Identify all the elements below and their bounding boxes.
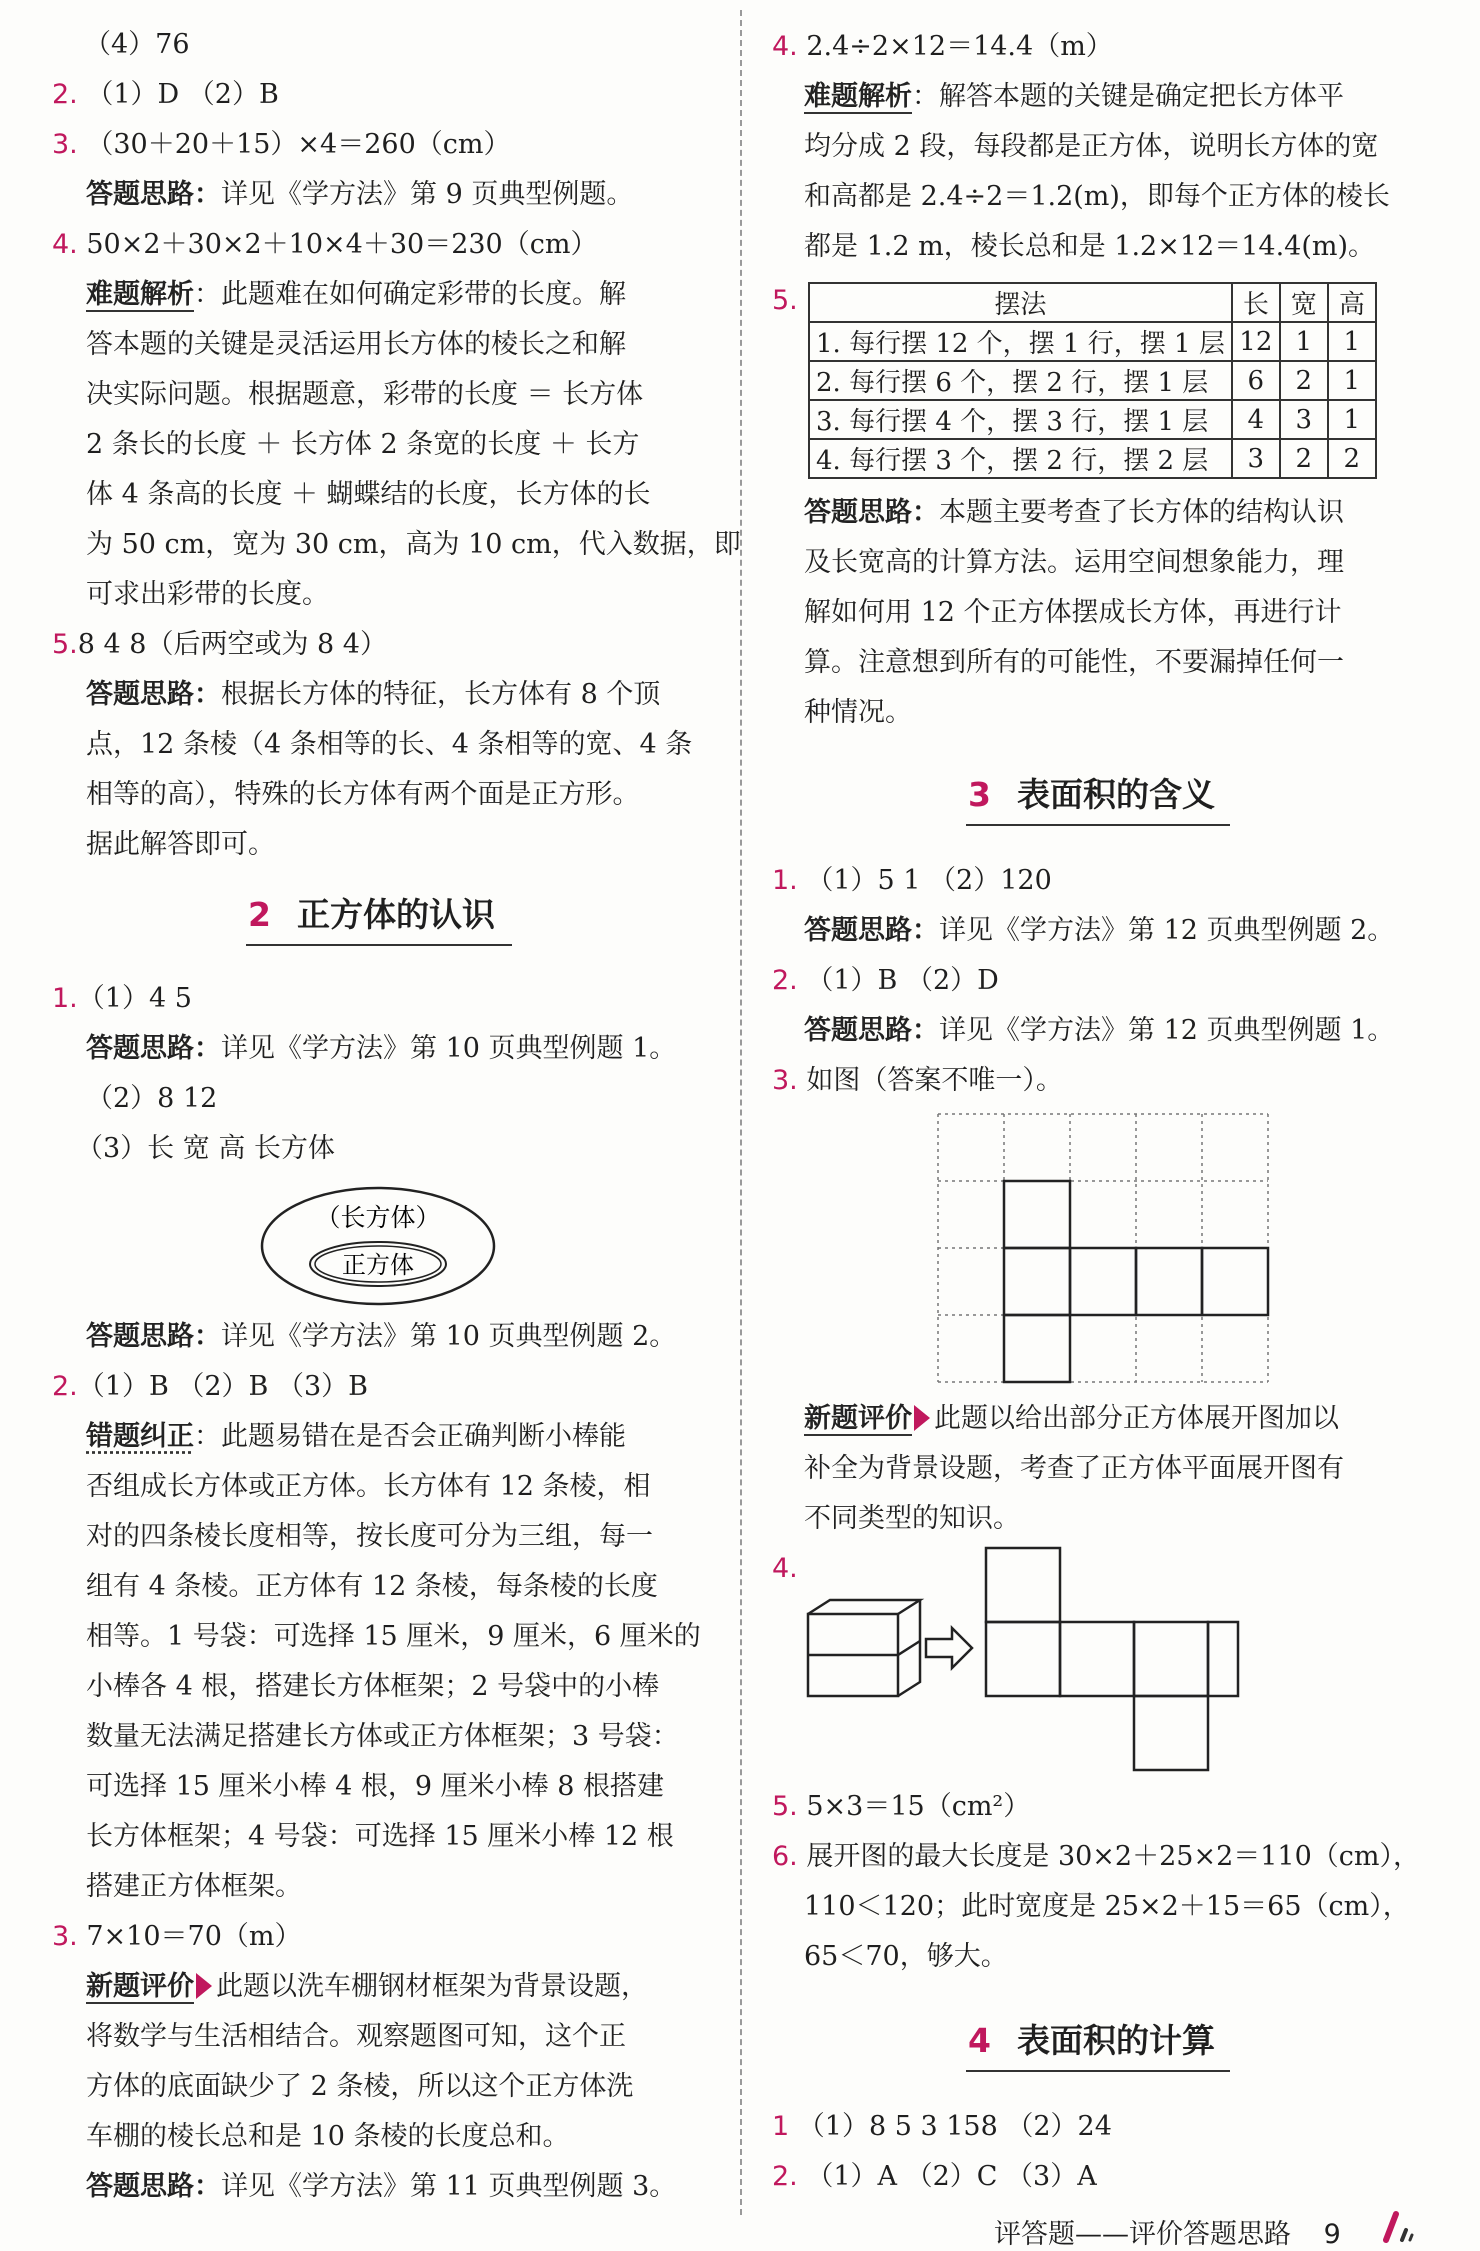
analysis-line: 均分成 2 段，每段都是正方体，说明长方体的宽 — [804, 131, 1379, 162]
answer: （1）4 5 — [77, 983, 192, 1014]
question-number: 3. — [772, 1065, 798, 1096]
evaluation-line: 补全为背景设题，考查了正方体平面展开图有 — [804, 1453, 1344, 1484]
thinking-tag: 答题思路： — [86, 2171, 221, 2202]
question-number: 3. — [52, 129, 78, 160]
table-cell: 2 — [1328, 439, 1376, 478]
thinking-line — [86, 1024, 676, 1074]
table-cell: 12 — [1232, 322, 1280, 361]
section-title: 表面积的计算 — [1016, 2021, 1215, 2060]
table-cell: 1. 每行摆 12 个，摆 1 行，摆 1 层 — [809, 322, 1232, 361]
venn-outer-label: （长方体） — [315, 1203, 441, 1232]
question-2 — [52, 70, 279, 120]
analysis-line: 长方体框架；4 号袋：可选择 15 厘米小棒 12 根 — [86, 1821, 674, 1852]
question-4 — [772, 22, 1113, 72]
net-square — [1208, 1622, 1238, 1696]
thinking-text: 详见《学方法》第 12 页典型例题 2。 — [939, 915, 1395, 946]
hard-analysis-tag: 难题解析 — [804, 81, 912, 112]
answer: 展开图的最大长度是 30×2＋25×2＝110（cm）， — [806, 1841, 1421, 1872]
thinking-tag: 答题思路： — [86, 1033, 221, 1064]
page-number: 9 — [1323, 2219, 1341, 2250]
analysis-line: 体 4 条高的长度 ＋ 蝴蝶结的长度，长方体的长 — [86, 479, 651, 510]
analysis-line: 决实际问题。根据题意，彩带的长度 ＝ 长方体 — [86, 379, 644, 410]
question-5 — [772, 1782, 1030, 1832]
table-cell: 3. 每行摆 4 个，摆 3 行，摆 1 层 — [809, 400, 1232, 439]
table-row — [809, 322, 1376, 361]
evaluation-line — [804, 1394, 1339, 1444]
analysis-line: 数量无法满足搭建长方体或正方体框架；3 号袋： — [86, 1721, 679, 1752]
net-square — [1202, 1248, 1268, 1315]
analysis-line — [804, 72, 1344, 122]
analysis-line: 相等。1 号袋：可选择 15 厘米，9 厘米，6 厘米的 — [86, 1621, 701, 1652]
arrow-right-icon — [926, 1628, 972, 1668]
thinking-tag: 答题思路： — [804, 915, 939, 946]
analysis-line: 组有 4 条棱。正方体有 12 条棱，每条棱的长度 — [86, 1571, 658, 1602]
arrangement-table — [808, 282, 1377, 479]
triangle-icon — [914, 1405, 930, 1431]
answer: （1）A （2）C （3）A — [806, 2161, 1097, 2192]
analysis-line: 和高都是 2.4÷2＝1.2(m)，即每个正方体的棱长 — [804, 181, 1390, 212]
table-cell: 6 — [1232, 361, 1280, 400]
table-header: 长 — [1232, 283, 1280, 322]
answer-line: （4）76 — [84, 29, 190, 60]
question-3 — [52, 120, 511, 170]
answer-line: 110＜120；此时宽度是 25×2＋15＝65（cm）， — [804, 1891, 1410, 1922]
thinking-tag: 答题思路： — [86, 179, 221, 210]
thinking-tag: 答题思路： — [804, 497, 939, 528]
section-number: 2 — [248, 895, 271, 934]
thinking-text: 本题主要考查了长方体的结构认识 — [939, 497, 1344, 528]
answer-line: 65＜70，够大。 — [804, 1941, 1008, 1972]
question-5 — [772, 276, 798, 326]
analysis-line — [86, 270, 626, 320]
page-footer — [994, 2212, 1341, 2251]
table-cell: 2 — [1280, 361, 1328, 400]
question-2 — [772, 956, 999, 1006]
thinking-line: 点，12 条棱（4 条相等的长、4 条相等的宽、4 条 — [86, 729, 693, 760]
thinking-text: 详见《学方法》第 9 页典型例题。 — [221, 179, 634, 210]
table-cell: 1 — [1328, 400, 1376, 439]
thinking-text: 详见《学方法》第 11 页典型例题 3。 — [221, 2171, 677, 2202]
table-cell: 2 — [1280, 439, 1328, 478]
question-6 — [772, 1832, 1420, 1882]
analysis-text: ：此题易错在是否会正确判断小棒能 — [194, 1421, 626, 1452]
question-number: 2. — [52, 1371, 78, 1402]
new-question-eval-tag: 新题评价 — [804, 1403, 912, 1434]
analysis-line — [86, 1412, 626, 1462]
footer-logo-icon — [1380, 2210, 1424, 2244]
evaluation-text: 此题以给出部分正方体展开图加以 — [934, 1403, 1339, 1434]
table-cell: 1 — [1328, 361, 1376, 400]
question-1 — [772, 856, 1052, 906]
net-square — [1060, 1622, 1134, 1696]
net-square — [1070, 1248, 1136, 1315]
analysis-line: 否组成长方体或正方体。长方体有 12 条棱，相 — [86, 1471, 651, 1502]
question-number: 1. — [772, 865, 798, 896]
answer: （1）8 5 3 158 （2）24 — [797, 2111, 1112, 2142]
thinking-text: 详见《学方法》第 10 页典型例题 2。 — [221, 1321, 677, 1352]
table-row — [809, 439, 1376, 478]
question-number: 4. — [772, 31, 798, 62]
question-number: 1. — [52, 983, 78, 1014]
thinking-line — [804, 1006, 1394, 1056]
thinking-line: 及长宽高的计算方法。运用空间想象能力，理 — [804, 547, 1344, 578]
evaluation-line: 不同类型的知识。 — [804, 1503, 1020, 1534]
thinking-line: 算。注意想到所有的可能性，不要漏掉任何一 — [804, 647, 1344, 678]
analysis-line: 搭建正方体框架。 — [86, 1871, 302, 1902]
thinking-text: 详见《学方法》第 10 页典型例题 1。 — [221, 1033, 677, 1064]
answer: 50×2＋30×2＋10×4＋30＝230（cm） — [86, 229, 598, 260]
net-square — [1134, 1696, 1208, 1770]
section-title: 正方体的认识 — [296, 895, 495, 934]
question-5 — [52, 620, 387, 670]
question-number: 4. — [772, 1553, 798, 1584]
analysis-line: 为 50 cm，宽为 30 cm，高为 10 cm，代入数据，即 — [86, 529, 741, 560]
answer: （1）5 1 （2）120 — [806, 865, 1052, 896]
net-square — [1004, 1181, 1070, 1248]
question-number: 4. — [52, 229, 78, 260]
thinking-text: 详见《学方法》第 12 页典型例题 1。 — [939, 1015, 1395, 1046]
section-heading — [248, 890, 495, 940]
answer: 7×10＝70（m） — [86, 1921, 302, 1952]
evaluation-line — [86, 1962, 648, 2012]
section-number: 3 — [968, 775, 991, 814]
net-square — [1004, 1248, 1070, 1315]
venn-diagram — [258, 1184, 498, 1314]
analysis-line: 对的四条棱长度相等，按长度可分为三组，每一 — [86, 1521, 653, 1552]
analysis-line: 可选择 15 厘米小棒 4 根，9 厘米小棒 8 根搭建 — [86, 1771, 664, 1802]
answer: 5×3＝15（cm²） — [806, 1791, 1031, 1822]
heading-underline — [966, 824, 1230, 826]
question-number: 6. — [772, 1841, 798, 1872]
question-1 — [772, 2102, 1112, 2152]
table-cell: 3 — [1280, 400, 1328, 439]
heading-underline — [966, 2070, 1230, 2072]
question-number: 5. — [772, 1791, 798, 1822]
new-question-eval-tag: 新题评价 — [86, 1971, 194, 2002]
question-2 — [52, 1362, 368, 1412]
analysis-text: ：解答本题的关键是确定把长方体平 — [912, 81, 1344, 112]
question-number: 2. — [772, 965, 798, 996]
analysis-line: 都是 1.2 m，棱长总和是 1.2×12＝14.4(m)。 — [804, 231, 1375, 262]
analysis-line: 答本题的关键是灵活运用长方体的棱长之和解 — [86, 329, 626, 360]
evaluation-line: 方体的底面缺少了 2 条棱，所以这个正方体洗 — [86, 2071, 634, 2102]
table-row — [809, 361, 1376, 400]
answer: （1）B （2）D — [806, 965, 999, 996]
answer: （30＋20＋15）×4＝260（cm） — [86, 129, 511, 160]
analysis-line: 可求出彩带的长度。 — [86, 579, 329, 610]
table-header: 高 — [1328, 283, 1376, 322]
section-heading — [968, 770, 1215, 820]
thinking-line — [86, 2162, 676, 2212]
footer-text: 评答题——评价答题思路 — [994, 2219, 1291, 2250]
answer-line: （3）长 宽 高 长方体 — [76, 1133, 335, 1164]
cuboid-unfold-diagram — [802, 1544, 1242, 1776]
thinking-line — [86, 670, 660, 720]
analysis-line: 小棒各 4 根，搭建长方体框架；2 号袋中的小棒 — [86, 1671, 660, 1702]
thinking-line: 解如何用 12 个正方体摆成长方体，再进行计 — [804, 597, 1342, 628]
evaluation-line: 将数学与生活相结合。观察题图可知，这个正 — [86, 2021, 626, 2052]
thinking-line: 种情况。 — [804, 697, 912, 728]
net-square — [986, 1622, 1060, 1696]
question-3 — [772, 1056, 1063, 1106]
table-cell: 1 — [1328, 322, 1376, 361]
evaluation-line: 车棚的棱长总和是 10 条棱的长度总和。 — [86, 2121, 570, 2152]
answer: 如图（答案不唯一）。 — [806, 1065, 1063, 1096]
analysis-line: 2 条长的长度 ＋ 长方体 2 条宽的长度 ＋ 长方 — [86, 429, 640, 460]
table-cell: 1 — [1280, 322, 1328, 361]
answer: 8 4 8（后两空或为 8 4） — [77, 629, 387, 660]
question-1 — [52, 974, 192, 1024]
table-cell: 2. 每行摆 6 个，摆 2 行，摆 1 层 — [809, 361, 1232, 400]
analysis-text: ：此题难在如何确定彩带的长度。解 — [194, 279, 626, 310]
question-number: 5. — [772, 285, 798, 316]
answer: 2.4÷2×12＝14.4（m） — [806, 31, 1113, 62]
thinking-tag: 答题思路： — [804, 1015, 939, 1046]
question-number: 1 — [772, 2111, 790, 2142]
answer: （1）B （2）B （3）B — [77, 1371, 368, 1402]
thinking-line — [804, 906, 1394, 956]
thinking-line: 相等的高），特殊的长方体有两个面是正方形。 — [86, 779, 640, 810]
thinking-tag: 答题思路： — [86, 1321, 221, 1352]
question-number: 2. — [52, 79, 78, 110]
net-square — [986, 1548, 1060, 1622]
thinking-tag: 答题思路： — [86, 679, 221, 710]
cuboid-icon — [808, 1600, 920, 1696]
column-divider — [740, 10, 742, 2215]
table-header-row — [809, 283, 1376, 322]
thinking-line — [86, 1312, 676, 1362]
cube-net-grid — [932, 1110, 1272, 1386]
question-4 — [772, 1544, 798, 1594]
table-cell: 4 — [1232, 400, 1280, 439]
thinking-line — [804, 488, 1344, 538]
thinking-line: 据此解答即可。 — [86, 829, 275, 860]
table-cell: 3 — [1232, 439, 1280, 478]
table-cell: 4. 每行摆 3 个，摆 2 行，摆 2 层 — [809, 439, 1232, 478]
hard-analysis-tag: 难题解析 — [86, 279, 194, 310]
question-number: 3. — [52, 1921, 78, 1952]
thinking-text: 根据长方体的特征，长方体有 8 个顶 — [221, 679, 661, 710]
table-header: 摆法 — [809, 283, 1232, 322]
error-correction-tag: 错题纠正 — [86, 1421, 194, 1452]
heading-underline — [246, 944, 512, 946]
net-square — [1134, 1622, 1208, 1696]
question-number: 2. — [772, 2161, 798, 2192]
question-2 — [772, 2152, 1097, 2202]
net-square — [1136, 1248, 1202, 1315]
section-title: 表面积的含义 — [1016, 775, 1215, 814]
answer-line: （2）8 12 — [86, 1083, 218, 1114]
section-heading — [968, 2016, 1215, 2066]
table-row — [809, 400, 1376, 439]
thinking-line — [86, 170, 633, 220]
question-number: 5. — [52, 629, 78, 660]
triangle-icon — [196, 1973, 212, 1999]
net-square — [1004, 1315, 1070, 1382]
section-number: 4 — [968, 2021, 991, 2060]
table-header: 宽 — [1280, 283, 1328, 322]
answer: （1）D （2）B — [86, 79, 279, 110]
question-3 — [52, 1912, 301, 1962]
evaluation-text: 此题以洗车棚钢材框架为背景设题， — [216, 1971, 648, 2002]
question-4 — [52, 220, 597, 270]
venn-inner-label: 正方体 — [342, 1251, 414, 1279]
